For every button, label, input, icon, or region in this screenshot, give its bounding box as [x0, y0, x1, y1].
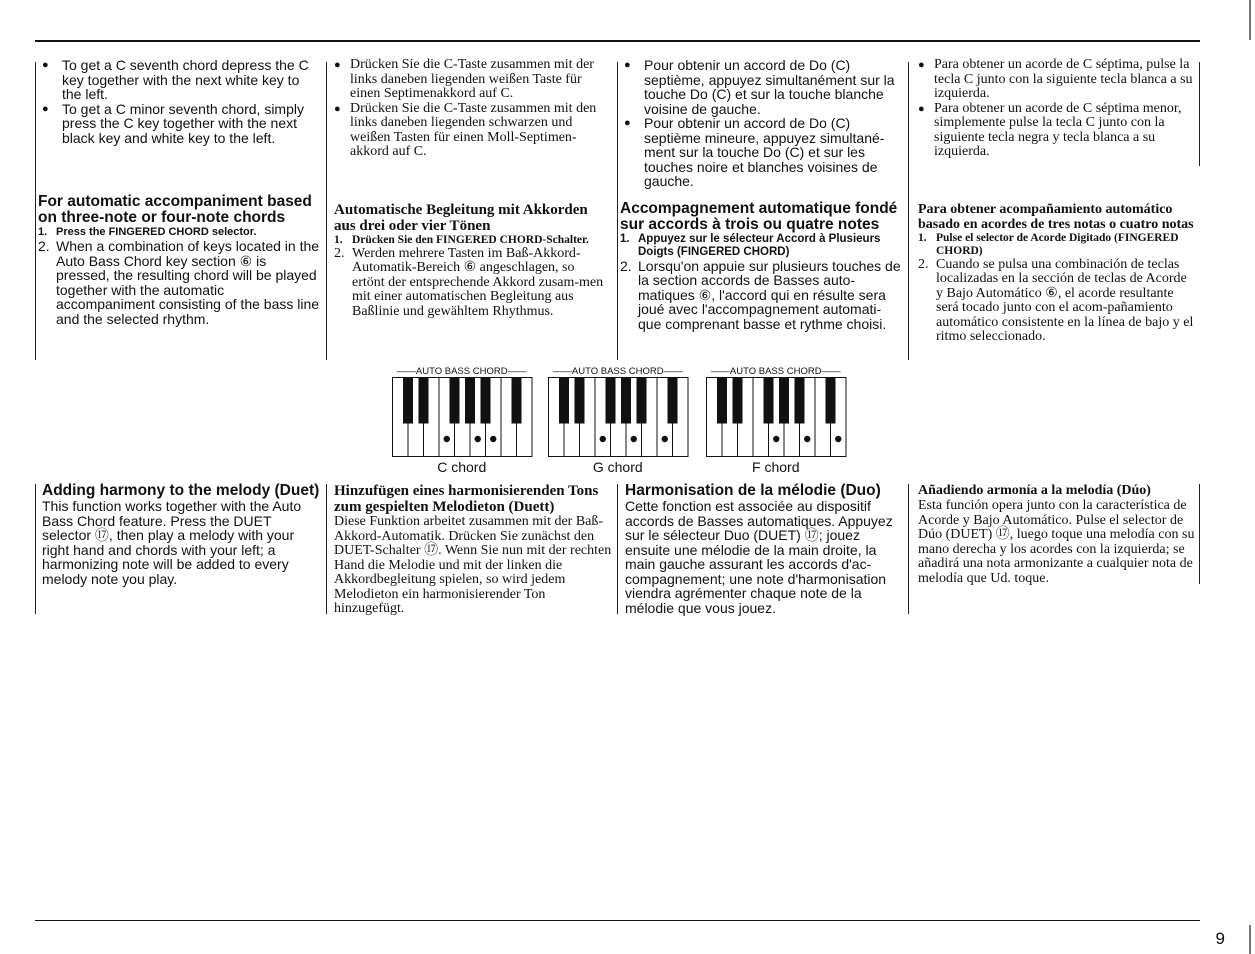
column-french-top	[620, 58, 904, 331]
divider-fr-top	[617, 62, 618, 360]
black-key	[559, 378, 569, 424]
paragraph: Esta función opera junto con la característica de Acorde y Bajo Automático. Pulse el selector de Dúo (DUET) ⑰, luego toque una melodía con su mano derecha y los acordes con la izquierda; se añadirá una nota armonizante a cualquier nota de melodía que Ud. toque.	[918, 498, 1195, 586]
step-number: 1.	[334, 233, 343, 246]
column-german-top	[334, 58, 610, 319]
keyboard-keys	[548, 377, 690, 459]
step-text: Drücken Sie den FINGERED CHORD-Schalter.	[352, 233, 589, 246]
section-heading: Para obtener acompañamiento automático basado en acordes de tres notas o cuatro notas	[918, 201, 1194, 232]
auto-bass-chord-label: ——AUTO BASS CHORD——	[552, 366, 683, 377]
pressed-key-dot	[773, 436, 779, 442]
step-text: Pulse el selector de Acorde Digitado (FINGERED CHORD)	[936, 231, 1179, 257]
pressed-key-dot	[662, 436, 668, 442]
section-heading: For automatic accompaniment based on three-note or four-note chords	[38, 193, 312, 226]
pressed-key-dot	[631, 436, 637, 442]
step-text: Lorsqu'on appuie sur plusieurs touches de la section accords de Basses auto-matiques ⑥, l'accord qui en résulte sera joué avec l'accompagnement automati-que comprenant basse et rythme choisi.	[638, 257, 901, 332]
step-1	[620, 233, 904, 259]
column-spanish-top	[918, 58, 1196, 345]
black-key	[606, 378, 616, 424]
step-text: Press the FINGERED CHORD selector.	[56, 226, 257, 238]
column-german-bottom	[334, 483, 612, 617]
divider-de-top	[326, 62, 327, 360]
step-2	[918, 258, 1196, 345]
pressed-key-dot	[835, 436, 841, 442]
black-key	[465, 378, 475, 424]
divider-de-bottom	[326, 484, 327, 614]
divider-es-bottom	[908, 484, 909, 614]
black-key	[764, 378, 774, 424]
section-heading: Accompagnement automatique fondé sur accords à trois ou quatre notes	[620, 199, 898, 233]
chord-name-label: C chord	[437, 459, 487, 475]
step-number: 2.	[620, 257, 632, 274]
black-key	[481, 378, 491, 424]
step-number: 2.	[334, 245, 345, 261]
black-key	[403, 378, 413, 424]
black-key	[733, 378, 743, 424]
bullet-item: ● Drücken Sie die C-Taste zusammen mit den links daneben liegenden schwarzen und weißen Tasten für einen Moll-Septimen-akkord auf C.	[334, 102, 610, 160]
black-key	[575, 378, 585, 424]
step-number: 1.	[38, 226, 48, 238]
bullet-item: ● To get a C seventh chord depress the C key together with the next white key to the left.	[38, 58, 320, 102]
auto-bass-chord-label: ——AUTO BASS CHORD——	[710, 366, 841, 377]
pressed-key-dot	[490, 436, 496, 442]
black-key	[621, 378, 631, 424]
step-text: When a combination of keys located in the Auto Bass Chord key section ⑥ is pressed, the resulting chord will be played together with the automatic accompaniment consisting of the bass line and the selected rhythm.	[56, 238, 320, 327]
pressed-key-dot	[804, 436, 810, 442]
paragraph: Cette fonction est associée au dispositif accords de Basses automatiques. Appuyez sur le sélecteur Duo (DUET) ⑰; jouez ensuite une mélodie de la main droite, la main gauche assurant les accords d'ac-compagnement; une note d'harmonisation viendra agrémenter chaque note de la mélodie que vous jouez.	[625, 498, 893, 616]
bullet-item: ● Drücken Sie die C-Taste zusammen mit der links daneben liegenden weißen Taste für einen Septimenakkord auf C.	[334, 58, 610, 102]
step-number: 1.	[918, 231, 927, 244]
auto-bass-chord-label: ——AUTO BASS CHORD——	[396, 366, 527, 377]
column-spanish-bottom	[918, 483, 1196, 586]
step-number: 2.	[38, 238, 50, 254]
bullet-item: ● Pour obtenir un accord de Do (C) septième, appuyez simultanément sur la touche Do (C) et sur la touche blanche voisine de gauche.	[620, 58, 904, 116]
section-heading: Automatische Begleitung mit Akkorden aus drei oder vier Tönen	[334, 201, 588, 234]
column-english-bottom	[42, 483, 322, 586]
step-2	[334, 247, 610, 320]
section-heading: Hinzufügen eines harmonisierenden Tons zum gespielten Melodieton (Duett)	[334, 483, 599, 515]
step-2	[620, 259, 904, 332]
edge-mark-2	[1249, 925, 1251, 954]
keyboard-diagram	[548, 366, 690, 475]
pressed-key-dot	[600, 436, 606, 442]
pressed-key-dot	[444, 436, 450, 442]
section-heading: Añadiendo armonía a la melodía (Dúo)	[918, 483, 1151, 498]
divider-right-top	[1199, 62, 1200, 166]
divider-es-top	[908, 62, 909, 360]
keyboard-diagram	[392, 366, 534, 475]
bottom-rule	[35, 920, 1200, 921]
pressed-key-dot	[475, 436, 481, 442]
black-key	[779, 378, 789, 424]
black-key	[450, 378, 460, 424]
black-key	[826, 378, 836, 424]
top-rule	[35, 40, 1200, 42]
black-key	[419, 378, 429, 424]
step-text: Appuyez sur le sélecteur Accord à Plusieurs Doigts (FINGERED CHORD)	[638, 232, 881, 258]
divider-right-bottom	[1199, 484, 1200, 584]
step-text: Werden mehrere Tasten im Baß-Akkord-Automatik-Bereich ⑥ angeschlagen, so ertönt der entsprechende Akkord zusam-men mit einer automatischen Begleitung aus Baßlinie und gewähltem Rhythmus.	[352, 245, 604, 319]
keyboard-keys	[392, 377, 534, 459]
bullet-item: ● Pour obtenir un accord de Do (C) septième mineure, appuyez simultané-ment sur la touche Do (C) et sur les touches noire et blanches voisines de gauche.	[620, 116, 904, 189]
black-key	[512, 378, 522, 424]
divider-fr-bottom	[617, 484, 618, 614]
keyboard-diagram	[706, 366, 848, 475]
section-heading: Adding harmony to the melody (Duet)	[42, 482, 320, 499]
step-text: Cuando se pulsa una combinación de teclas localizadas en la sección de teclas de Acorde y Bajo Automático ⑥, el acorde resultante será tocado junto con el acom-pañamiento automático consistente en la línea de bajo y el ritmo seleccionado.	[936, 256, 1194, 344]
black-key	[637, 378, 647, 424]
bullet-item: ● To get a C minor seventh chord, simply press the C key together with the next black key and white key to the left.	[38, 102, 320, 146]
paragraph: Diese Funktion arbeitet zusammen mit der Baß-Akkord-Automatik. Drücken Sie zunächst den DUET-Schalter ⑰. Wenn Sie nun mit der rechten Hand die Melodie und mit der linken die Akkordbegleitung spielen, so wird jedem Melodieton ein harmonisierender Ton hinzugefügt.	[334, 514, 612, 616]
step-number: 1.	[620, 232, 630, 245]
paragraph: This function works together with the Auto Bass Chord feature. Press the DUET selector ⑰, then play a melody with your right hand and chords with your left; a harmonizing note will be added to every melody note you play.	[42, 498, 302, 587]
section-heading: Harmonisation de la mélodie (Duo)	[625, 482, 881, 499]
step-2	[38, 239, 320, 326]
page-number: 9	[1215, 929, 1225, 948]
divider-en-bottom	[35, 484, 36, 614]
bullet-item: ● Para obtener un acorde de C séptima, pulse la tecla C junto con la siguiente tecla blanca a su izquierda.	[918, 58, 1196, 102]
divider-en-top	[35, 62, 36, 360]
edge-mark	[1249, 0, 1251, 40]
chord-name-label: G chord	[592, 459, 643, 475]
bullet-item: ● Para obtener un acorde de C séptima menor, simplemente pulse la tecla C junto con la siguiente tecla negra y tecla blanca a su izquierda.	[918, 102, 1196, 160]
black-key	[717, 378, 727, 424]
chord-name-label: F chord	[752, 459, 800, 475]
step-number: 2.	[918, 256, 929, 272]
black-key	[795, 378, 805, 424]
step-1	[918, 232, 1196, 258]
keyboard-keys	[706, 377, 848, 459]
column-english-top	[38, 58, 320, 326]
black-key	[668, 378, 678, 424]
column-french-bottom	[625, 483, 905, 615]
